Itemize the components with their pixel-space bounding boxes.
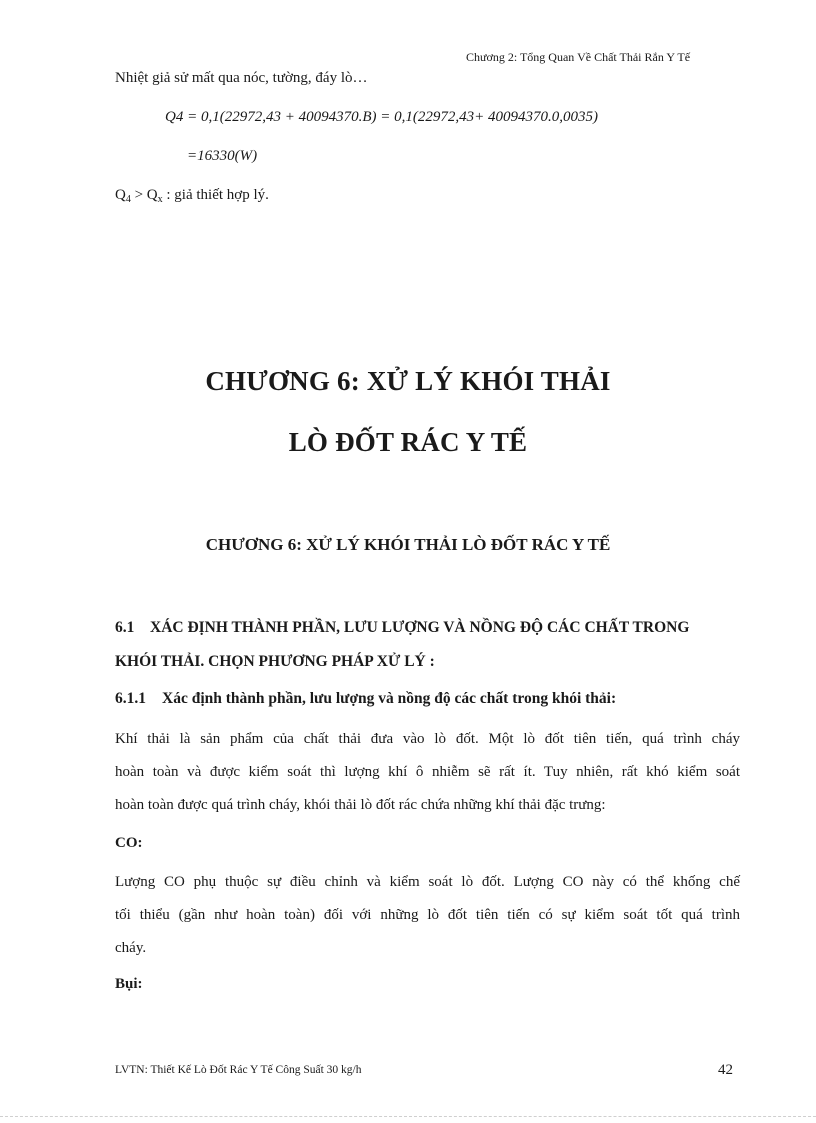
chapter-subtitle: CHƯƠNG 6: XỬ LÝ KHÓI THẢI LÒ ĐỐT RÁC Y TẾ <box>205 535 611 554</box>
section-6-1-number: 6.1 <box>115 619 135 636</box>
paragraph-1-line3: hoàn toàn được quá trình cháy, khói thải lò đốt rác chứa những khí thải đặc trưng: <box>115 797 606 813</box>
page-bottom-divider <box>0 1116 816 1117</box>
qx-subscript: x <box>157 194 163 205</box>
footer-thesis-title: LVTN: Thiết Kế Lò Đốt Rác Y Tế Công Suất 30 kg/h <box>115 1064 362 1076</box>
chapter-title-line1: CHƯƠNG 6: XỬ LÝ KHÓI THẢI <box>205 366 611 396</box>
section-6-1-1-title: Xác định thành phần, lưu lượng và nồng độ các chất trong khói thải: <box>162 690 617 707</box>
co-heading: CO: <box>115 835 143 851</box>
chapter-title-line2: LÒ ĐỐT RÁC Y TẾ <box>288 427 528 457</box>
comparison-conclusion: : giả thiết hợp lý. <box>162 187 269 203</box>
q4-subscript: 4 <box>125 194 131 205</box>
q4-symbol: Q <box>115 187 126 203</box>
dust-heading: Bụi: <box>115 976 143 992</box>
formula-result: =16330(W) <box>187 148 258 164</box>
paragraph-2-line2: tối thiểu (gần như hoàn toàn) đối với những lò đốt tiên tiến có sự kiểm soát tốt quá trình <box>115 907 740 923</box>
section-6-1-1-number: 6.1.1 <box>115 690 146 707</box>
paragraph-1-line2: hoàn toàn và được kiểm soát thì lượng khí ô nhiễm sẽ rất ít. Tuy nhiên, rất khó kiểm soát <box>115 764 740 780</box>
paragraph-2-line1: Lượng CO phụ thuộc sự điều chỉnh và kiểm soát lò đốt. Lượng CO này có thể khống chế <box>115 874 740 890</box>
paragraph-1-line1: Khí thải là sản phẩm của chất thải đưa vào lò đốt. Một lò đốt tiên tiến, quá trình cháy <box>115 731 740 747</box>
paragraph-2-line3: cháy. <box>115 940 147 956</box>
heat-loss-intro: Nhiệt giả sử mất qua nóc, tường, đáy lò… <box>115 70 368 86</box>
section-6-1-title-line1: XÁC ĐỊNH THÀNH PHẦN, LƯU LƯỢNG VÀ NỒNG ĐỘ CÁC CHẤT TRONG <box>150 619 690 636</box>
formula-q4: Q4 = 0,1(22972,43 + 40094370.B) = 0,1(22972,43+ 40094370.0,0035) <box>165 109 598 125</box>
gt-qx: > Q <box>130 187 158 203</box>
section-6-1-title-line2: KHÓI THẢI. CHỌN PHƯƠNG PHÁP XỬ LÝ : <box>115 653 435 670</box>
running-header: Chương 2: Tổng Quan Về Chất Thải Rắn Y Tế <box>466 50 691 64</box>
q4-comparison <box>115 187 269 205</box>
page-number: 42 <box>718 1062 733 1078</box>
